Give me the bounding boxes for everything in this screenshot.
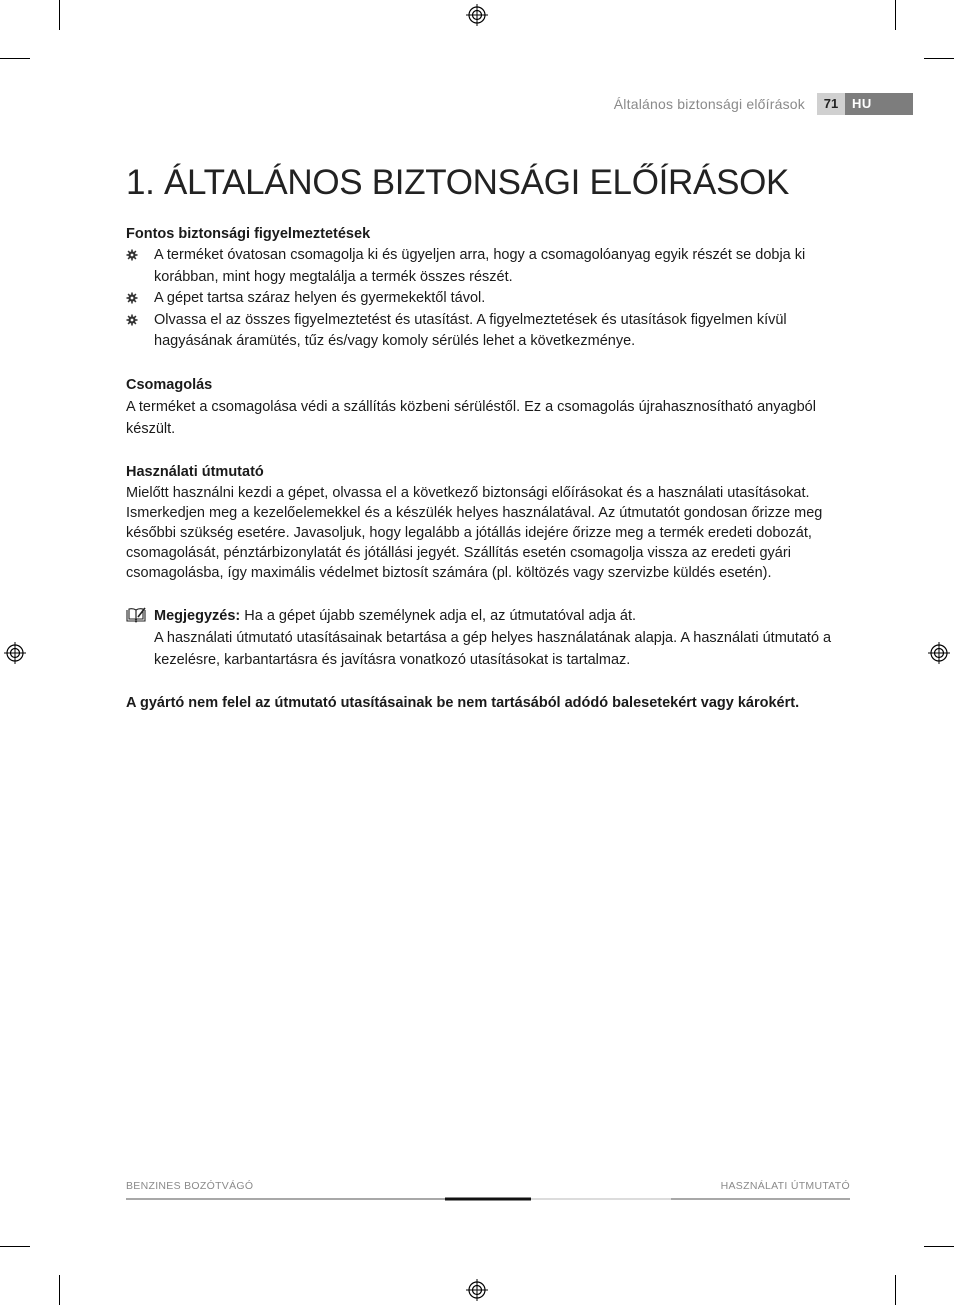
note-label: Megjegyzés: [154, 607, 241, 624]
gear-bullet-icon [126, 292, 138, 304]
section-heading: Csomagolás [126, 376, 213, 393]
section-manual [126, 461, 836, 583]
crop-mark [59, 1275, 60, 1305]
disclaimer: A gyártó nem felel az útmutató utasításainak be nem tartásából adódó balesetekért vagy károkért. [126, 694, 800, 711]
running-header-title: Általános biztonsági előírások [613, 96, 805, 112]
crop-mark [924, 58, 954, 59]
section-heading: Fontos biztonsági figyelmeztetések [126, 226, 371, 242]
note-block [126, 605, 836, 671]
crop-mark [0, 58, 30, 59]
list-item-text: A gépet tartsa száraz helyen és gyermekektől távol. [154, 290, 486, 306]
crop-mark [924, 1246, 954, 1247]
registration-mark-icon [4, 642, 26, 664]
warning-list [126, 245, 836, 353]
registration-mark-icon [928, 642, 950, 664]
book-pen-icon [126, 607, 146, 623]
footer-rule [126, 1197, 850, 1201]
list-item [126, 310, 836, 353]
crop-mark [895, 0, 896, 30]
crop-mark [0, 1246, 30, 1247]
registration-mark-icon [466, 4, 488, 26]
page-content [126, 160, 836, 714]
footer-product-name: BENZINES BOZÓTVÁGÓ [126, 1180, 254, 1192]
footer-doc-type: HASZNÁLATI ÚTMUTATÓ [720, 1180, 850, 1192]
section-warnings [126, 223, 836, 353]
page-number: 71 [817, 93, 845, 115]
crop-mark [895, 1275, 896, 1305]
list-item [126, 288, 836, 310]
gear-bullet-icon [126, 314, 138, 326]
gear-bullet-icon [126, 249, 138, 261]
note-continuation: A használati útmutató utasításainak betartása a gép helyes használatának alapja. A használati útmutató a kezelésre, karbantartásra és javításra vonatkozó utasításokat is tartalmaz. [154, 629, 832, 668]
page-title: 1. ÁLTALÁNOS BIZTONSÁGI ELŐÍRÁSOK [126, 163, 790, 202]
section-text: A terméket a csomagolása védi a szállítás közbeni sérüléstől. Ez a csomagolás újrahasznosítható anyagból készült. [126, 398, 816, 437]
note-line [154, 605, 836, 627]
section-packaging [126, 374, 836, 440]
section-text: Mielőtt használni kezdi a gépet, olvassa el a következő biztonsági előírásokat és a használati utasításokat. Ismerkedjen meg a kezelőelemekkel és a készülék helyes használatával. Az útmutatót gondosan őrizze meg későbbi szükség esetére. Javasoljuk, hogy legalább a jótállás idejére őrizze meg a termék eredeti dobozát, csomagolását, pénztárbizonylatát és jótállási jegyét. Szállítás esetén csomagolja vissza az eredeti gyári csomagolásba, így maximális védelmet biztosít számára (pl. költözés vagy szervizbe küldés esetén). [126, 484, 823, 581]
section-heading: Használati útmutató [126, 463, 264, 480]
crop-mark [59, 0, 60, 30]
language-badge: HU [845, 93, 913, 115]
list-item-text: A terméket óvatosan csomagolja ki és ügyeljen arra, hogy a csomagolóanyag egyik részét se dobja ki korábban, mint hogy megtalálja a termék összes részét. [154, 247, 806, 285]
list-item [126, 245, 836, 288]
registration-mark-icon [466, 1279, 488, 1301]
list-item-text: Olvassa el az összes figyelmeztetést és utasítást. A figyelmeztetések és utasítások figyelmen kívül hagyásának áramütés, tűz és/vagy komoly sérülés lehet a következménye. [154, 311, 787, 349]
note-text: Ha a gépet újabb személynek adja el, az útmutatóval adja át. [244, 607, 637, 624]
running-header [560, 93, 913, 115]
